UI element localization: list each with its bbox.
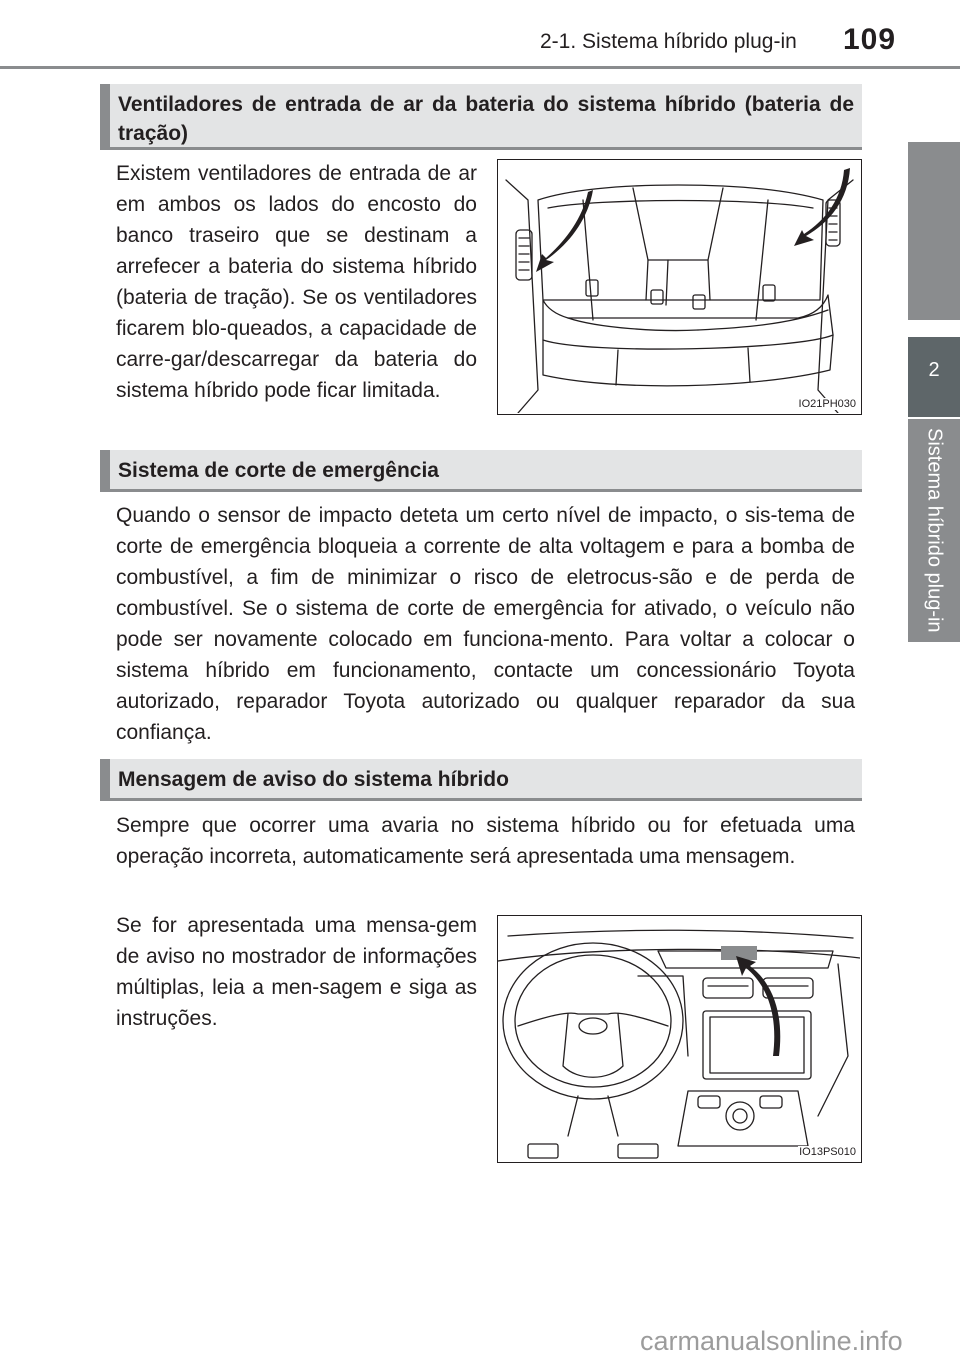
side-tab-number: 2 (908, 337, 960, 417)
paragraph-warning-instructions: Se for apresentada uma mensa-gem de aviso no mostrador de informações múltiplas, leia a men-sagem e siga as instruções. (116, 914, 477, 1030)
rear-seat-illustration (498, 160, 860, 413)
figure-code: IO21PH030 (798, 398, 856, 410)
dashboard-illustration (498, 916, 860, 1161)
page-number: 109 (843, 23, 897, 56)
side-tab-block (908, 142, 960, 320)
section-heading-emergency-cutoff: Sistema de corte de emergência (100, 450, 862, 492)
figure-code: IO13PS010 (799, 1146, 856, 1158)
header-chapter-title: 2-1. Sistema híbrido plug-in (540, 30, 797, 53)
watermark: carmanualsonline.info (640, 1326, 903, 1356)
paragraph-battery-vents: Existem ventiladores de entrada de ar em ambos os lados do encosto do banco traseiro que se destinam a arrefecer a bateria do sistema híbrido (bateria de tração). Se os ventiladores ficarem blo-queados, a capacidade de carre-gar/descarregar da bateria do sistema híbrido pode ficar limitada. (116, 162, 477, 402)
header-rule (0, 66, 960, 69)
paragraph-warning-message: Sempre que ocorrer uma avaria no sistema híbrido ou for efetuada uma operação incorreta, automaticamente será apresentada uma mensagem. (116, 814, 855, 868)
section-heading-warning-message: Mensagem de aviso do sistema híbrido (100, 759, 862, 801)
figure-dashboard-display (497, 915, 862, 1163)
paragraph-emergency-cutoff: Quando o sensor de impacto deteta um certo nível de impacto, o sis-tema de corte de emergência bloqueia a corrente de alta voltagem e para a bomba de combustível, a fim de minimizar o risco de eletrocus-são e de perda de combustível. Se o sistema de corte de emergência for ativado, o veículo não pode ser novamente colocado em funciona-mento. Para voltar a colocar o sistema híbrido em funcionamento, contacte um concessionário Toyota autorizado, reparador Toyota autorizado ou qualquer reparador da sua confiança. (116, 504, 855, 744)
figure-rear-seat-vents (497, 159, 862, 415)
side-tab-label (908, 419, 960, 642)
section-heading-battery-vents: Ventiladores de entrada de ar da bateria do sistema híbrido (bateria de tração) (100, 84, 862, 150)
side-tab-label-text: Sistema híbrido plug-in (923, 428, 946, 633)
